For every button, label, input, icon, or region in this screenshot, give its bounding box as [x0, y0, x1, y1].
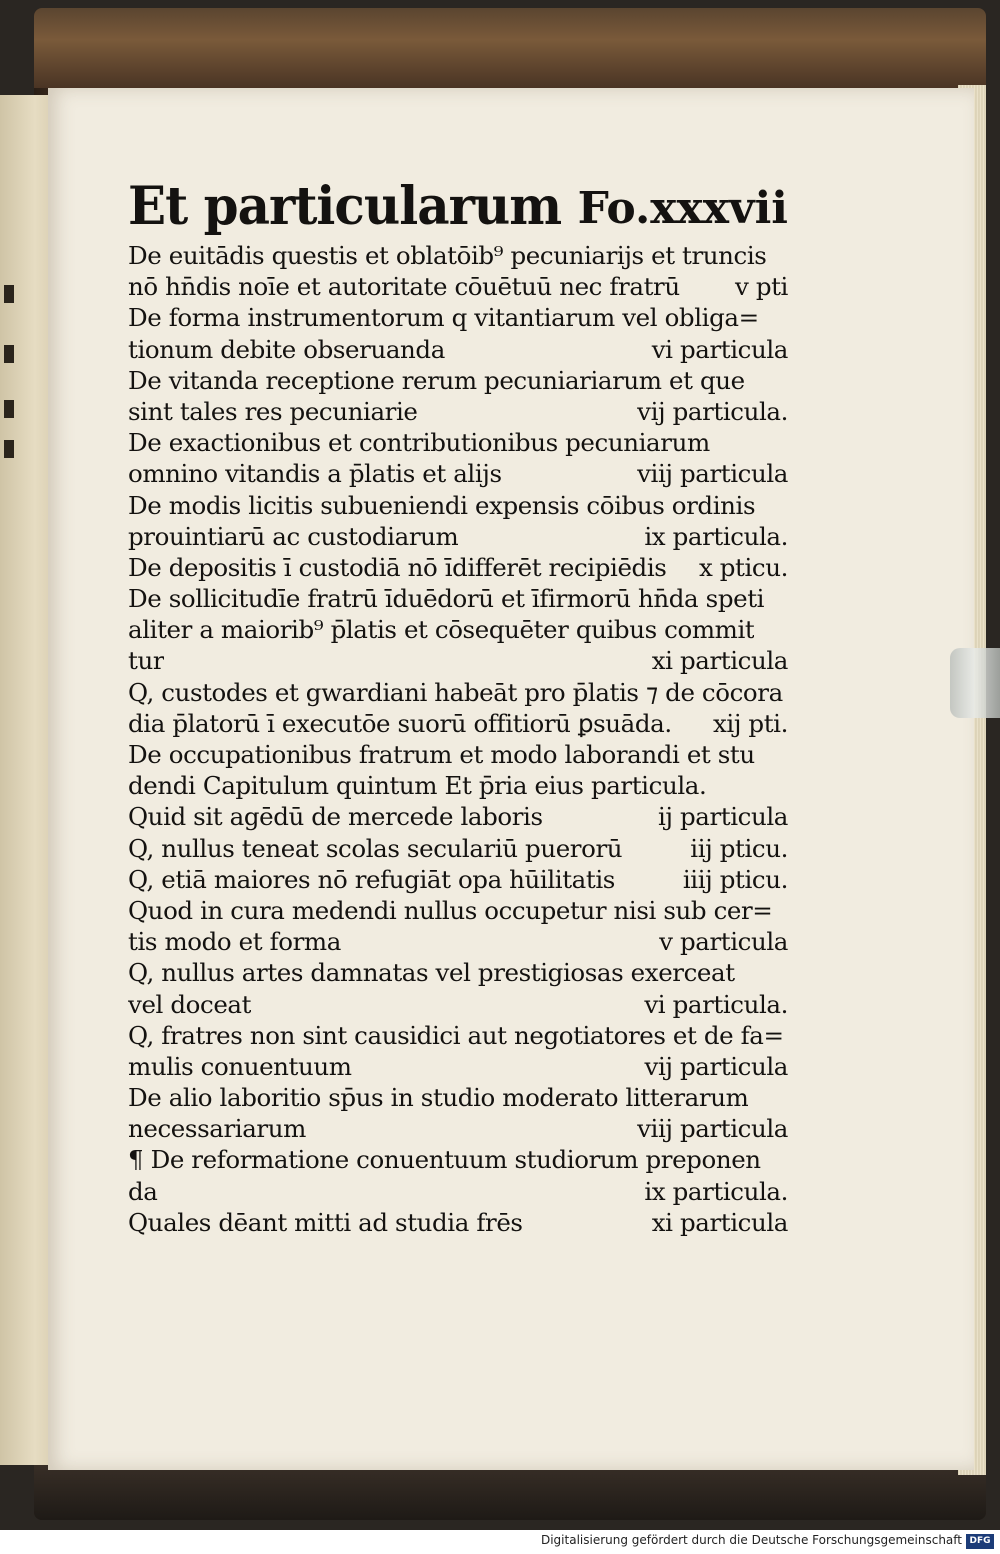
line-text: Q, etiā maiores nō refugiāt opa hūilitatis	[128, 864, 615, 894]
text-line	[128, 302, 788, 333]
text-line	[128, 645, 788, 676]
text-line	[128, 1113, 788, 1144]
text-line	[128, 271, 788, 302]
line-text: prouintiarū ac custodiarum	[128, 521, 459, 551]
line-text: nō hn̄dis noīe et autoritate cōuētuū nec fratrū	[128, 272, 680, 302]
text-line	[128, 458, 788, 489]
particula-reference: xi particula	[651, 1207, 788, 1237]
text-line	[128, 490, 788, 521]
line-text: Q, fratres non sint causidici aut negotiatores et de fa=	[128, 1020, 784, 1050]
particula-reference: ix particula.	[644, 521, 788, 551]
text-line	[128, 521, 788, 552]
dfg-logo: DFG	[966, 1534, 994, 1549]
particula-reference: vij particula	[644, 1051, 788, 1081]
particula-reference: ij particula	[657, 802, 788, 832]
text-line	[128, 427, 788, 458]
line-text: De alio laboritio sp̄us in studio moderato litterarum	[128, 1083, 749, 1113]
particula-reference: xi particula	[651, 646, 788, 676]
text-line	[128, 989, 788, 1020]
line-text: De euitādis questis et oblatōib⁹ pecuniarijs et truncis	[128, 241, 767, 270]
text-line	[128, 1082, 788, 1113]
text-line	[128, 1051, 788, 1082]
line-text: dia p̄latorū ī executōe suorū offitiorū ꝑsuāda.	[128, 708, 672, 738]
line-text: Q, nullus artes damnatas vel prestigiosas exerceat	[128, 958, 735, 988]
text-line	[128, 240, 788, 271]
text-line	[128, 1207, 788, 1238]
line-text: omnino vitandis a p̄latis et alijs	[128, 459, 502, 489]
text-line	[128, 552, 788, 583]
line-text: aliter a maiorib⁹ p̄latis et cōsequēter quibus commit	[128, 615, 755, 645]
page-clip	[950, 648, 1000, 718]
line-text: De modis licitis subueniendi expensis cōibus ordinis	[128, 490, 756, 520]
bleed-mark	[4, 400, 14, 418]
line-text: Q, nullus teneat scolas seculariū puerorū	[128, 833, 623, 863]
contents-list	[128, 240, 788, 1238]
line-text: De forma instrumentorum q vitantiarum vel obliga=	[128, 303, 759, 333]
line-text: Quales dēant mitti ad studia frēs	[128, 1207, 523, 1237]
text-line	[128, 365, 788, 396]
particula-reference: viij particula	[637, 459, 788, 489]
folio-number: Fo.xxxvii	[577, 183, 788, 234]
particula-reference: iij pticu.	[690, 833, 788, 863]
text-line	[128, 334, 788, 365]
line-text: De depositis ī custodiā nō īdifferēt recipiēdis	[128, 552, 667, 582]
line-text: tis modo et forma	[128, 927, 341, 957]
particula-reference: viij particula	[637, 1114, 788, 1144]
text-line	[128, 739, 788, 770]
line-text: De occupationibus fratrum et modo laborandi et stu	[128, 740, 755, 769]
line-text: mulis conuentuum	[128, 1051, 352, 1081]
line-text: da	[128, 1176, 158, 1206]
text-line	[128, 1144, 788, 1175]
bleed-mark	[4, 440, 14, 458]
text-line	[128, 677, 788, 708]
text-line	[128, 614, 788, 645]
particula-reference: vij particula.	[637, 396, 788, 426]
text-line	[128, 708, 788, 739]
particula-reference: v pti	[735, 272, 788, 302]
funding-credit: Digitalisierung gefördert durch die Deutsche Forschungsgemeinschaft	[540, 1533, 962, 1547]
text-line	[128, 583, 788, 614]
particula-reference: xij pti.	[713, 708, 788, 738]
line-text: vel doceat	[128, 989, 252, 1019]
line-text: Q, custodes et gwardiani habeāt pro p̄latis ⁊ de cōcora	[128, 677, 783, 707]
text-line	[128, 801, 788, 832]
line-text: dendi Capitulum quintum Et p̄ria eius particula.	[128, 771, 707, 801]
text-block	[128, 176, 788, 1238]
footer-bar	[0, 1530, 1000, 1554]
particula-reference: ix particula.	[644, 1176, 788, 1206]
page-header	[128, 176, 788, 240]
cover-top-edge	[34, 8, 986, 88]
line-text: De exactionibus et contributionibus pecuniarum	[128, 428, 710, 458]
particula-reference: vi particula	[651, 334, 788, 364]
line-text: tionum debite obseruanda	[128, 334, 445, 364]
line-text: De sollicitudīe fratrū īduēdorū et īfirmorū hn̄da speti	[128, 584, 765, 614]
text-line	[128, 1020, 788, 1051]
text-line	[128, 833, 788, 864]
line-text: necessariarum	[128, 1114, 306, 1144]
line-text: Quod in cura medendi nullus occupetur nisi sub cer=	[128, 895, 773, 925]
particula-reference: vi particula.	[644, 989, 788, 1019]
line-text: sint tales res pecuniarie	[128, 396, 418, 426]
particula-reference: v particula	[659, 927, 788, 957]
text-line	[128, 895, 788, 926]
text-line	[128, 770, 788, 801]
running-title: Et particularum	[128, 174, 562, 237]
line-text: De vitanda receptione rerum pecuniariarum et que	[128, 365, 745, 395]
bleed-mark	[4, 345, 14, 363]
line-text: Quid sit agēdū de mercede laboris	[128, 802, 543, 832]
text-line	[128, 396, 788, 427]
text-line	[128, 957, 788, 988]
line-text: ¶ De reformatione conuentuum studiorum preponen	[128, 1145, 761, 1175]
line-text: tur	[128, 646, 165, 676]
particula-reference: x pticu.	[698, 552, 788, 582]
bleed-mark	[4, 285, 14, 303]
text-line	[128, 926, 788, 957]
text-line	[128, 1176, 788, 1207]
text-line	[128, 864, 788, 895]
particula-reference: iiij pticu.	[682, 864, 788, 894]
